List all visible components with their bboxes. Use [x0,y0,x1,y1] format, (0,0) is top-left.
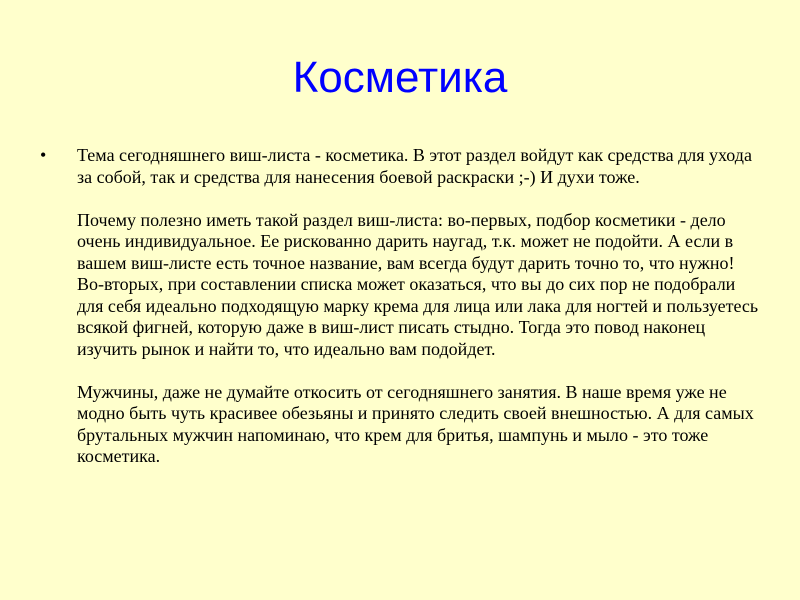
bullet-marker: • [40,145,47,165]
bullet-body [77,145,762,468]
paragraph-men: Мужчины, даже не думайте откосить от сегодняшнего занятия. В наше время уже не модно быть чуть красивее обезьяны и принято следить своей внешностью. А для самых брутальных мужчин напоминаю, что крем для бритья, шампунь и мыло - это тоже косметика. [77,381,754,466]
paragraph-why-useful: Почему полезно иметь такой раздел виш-листа: во-первых, подбор косметики - дело очень индивидуальное. Ее рискованно дарить наугад, т.к. может не подойти. А если в вашем виш-листе есть точное название, вам всегда будут дарить точно то, что нужно! Во-вторых, при составлении списка может оказаться, что вы до сих пор не подобрали для себя идеально подходящую марку крема для лица или лака для ногтей и пользуетесь всякой фигней, которую даже в виш-лист писать стыдно. Тогда это повод наконец изучить рынок и найти то, что идеально вам подойдет. [77,209,759,359]
slide-title: Косметика [292,53,508,102]
paragraph-intro: Тема сегодняшнего виш-листа - косметика. В этот раздел войдут как средства для ухода за собой, так и средства для нанесения боевой раскраски ;-) И духи тоже. [77,145,752,187]
